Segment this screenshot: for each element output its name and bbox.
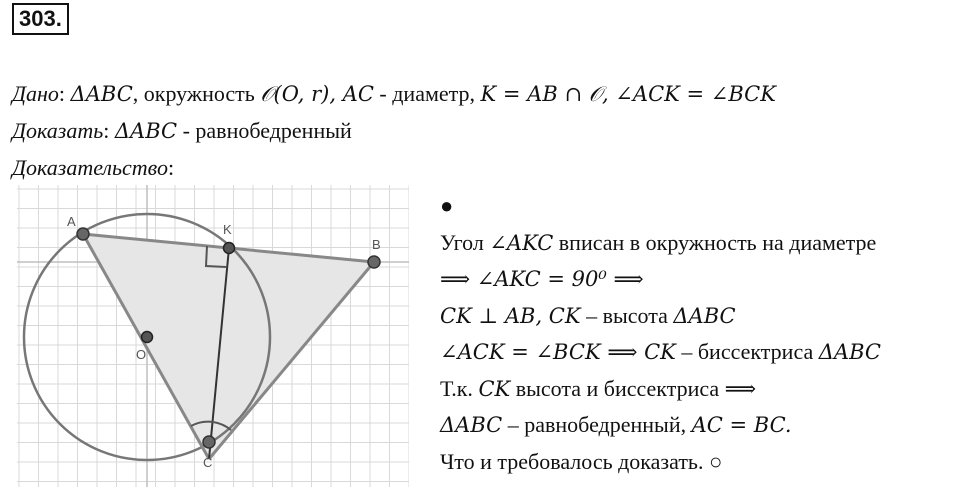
given-text-2: - диаметр,	[373, 81, 481, 106]
prove-sep: :	[103, 118, 115, 143]
given-line	[12, 80, 776, 108]
proof-line-7: Что и требовалось доказать. ○	[440, 448, 723, 474]
prove-line	[12, 117, 352, 145]
proof-heading	[12, 154, 174, 182]
given-text-1: , окружность	[132, 81, 261, 106]
point-b	[368, 256, 380, 268]
label-c: C	[203, 455, 213, 470]
prove-triangle: ΔABC	[114, 119, 178, 143]
label-b: B	[372, 237, 381, 252]
given-circle: 𝒪(O, r), AC	[260, 82, 374, 106]
prove-text: - равнобедренный	[177, 118, 352, 143]
given-sep: :	[58, 81, 71, 106]
proof-line-2: ⟹ ∠AKC = 90⁰ ⟹	[440, 267, 644, 291]
label-a: A	[67, 214, 76, 229]
prove-label: Доказать	[12, 118, 104, 143]
point-a	[77, 228, 89, 240]
label-o: O	[136, 347, 147, 362]
proof-heading-sep: :	[167, 155, 175, 180]
given-triangle: ΔABC	[70, 82, 133, 106]
label-k: K	[223, 222, 232, 237]
proof-line-1: Угол ∠AKC вписан в окружность на диаметре	[440, 229, 877, 255]
given-condition: K = AB ∩ 𝒪, ∠ACK = ∠BCK	[480, 82, 776, 106]
proof-line-5: Т.к. CK высота и биссектриса ⟹	[440, 375, 757, 401]
proof-line-4: ∠ACK = ∠BCK ⟹ CK – биссектриса ΔABC	[440, 339, 881, 364]
problem-number: 303.	[12, 3, 69, 35]
proof-body	[440, 188, 881, 480]
point-o	[142, 332, 153, 343]
proof-heading-label: Доказательство	[12, 155, 168, 180]
geometry-figure	[17, 185, 409, 487]
proof-line-3: CK ⊥ AB, CK – высота ΔABC	[440, 302, 736, 328]
proof-bullet: ●	[440, 193, 454, 218]
proof-line-6: ΔABC – равнобедренный, AC = BC.	[440, 412, 792, 437]
given-label: Дано	[12, 81, 59, 106]
point-c	[203, 436, 215, 448]
point-k	[224, 243, 235, 254]
